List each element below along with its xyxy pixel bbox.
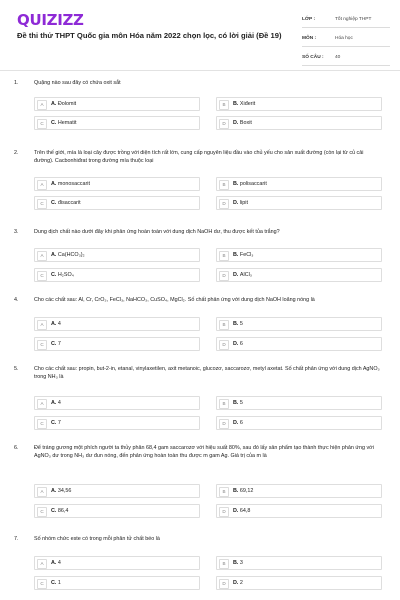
question-number: 5.: [14, 366, 19, 372]
option-letter: D: [219, 340, 229, 350]
option-text: C. Hematit: [51, 120, 77, 126]
option-letter: A: [37, 251, 47, 261]
option-letter: C: [37, 271, 47, 281]
question-text: Trên thế giới, mía là loại cây được trồng với diện tích rất lớn, cung cấp nguyên liệu đầu vào chủ yếu cho sản xuất đường (còn lại từ củ cải đường). Cacbonhiđrat trong đường mía thuộc loại: [34, 150, 364, 164]
option-a[interactable]: [34, 248, 200, 262]
question-number: 7.: [14, 536, 19, 542]
option-d[interactable]: [216, 268, 382, 282]
option-letter: D: [219, 579, 229, 589]
option-letter: A: [37, 399, 47, 409]
option-d[interactable]: [216, 416, 382, 430]
option-text: B. 5: [233, 400, 243, 406]
option-letter: D: [219, 119, 229, 129]
option-b[interactable]: [216, 484, 382, 498]
option-letter: A: [37, 320, 47, 330]
option-d[interactable]: [216, 576, 382, 590]
option-c[interactable]: [34, 504, 200, 518]
option-letter: B: [219, 251, 229, 261]
question-text: Để tráng gương một phích người ta thủy phân 68,4 gam saccarozơ với hiệu suất 80%, sau đó lấy sản phẩm tạo thành thực hiện phản ứng với AgNO₃ dư trong NH₃ dư đun nóng, đến phản ứng hoàn toàn thu được m gam Ag. Giá trị của m là: [34, 445, 374, 459]
option-a[interactable]: [34, 97, 200, 111]
option-letter: D: [219, 507, 229, 517]
option-text: B. polisaccarit: [233, 181, 267, 187]
option-letter: B: [219, 399, 229, 409]
option-text: D. 6: [233, 420, 243, 426]
worksheet-header: [0, 0, 400, 71]
question-number: 3.: [14, 229, 19, 235]
meta-row-class: [302, 12, 390, 28]
option-letter: A: [37, 180, 47, 190]
option-d[interactable]: [216, 196, 382, 210]
option-letter: B: [219, 100, 229, 110]
option-text: D. lipit: [233, 200, 248, 206]
question-number: 4.: [14, 297, 19, 303]
option-text: D. 64,8: [233, 508, 251, 514]
option-b[interactable]: [216, 97, 382, 111]
option-d[interactable]: [216, 116, 382, 130]
option-text: D. AlCl₃: [233, 272, 252, 278]
option-b[interactable]: [216, 317, 382, 331]
question-text: Cho các chất sau: propin, but-2-in, etanal, vinylaxetilen, axit metanoic, glucozơ, saccarozơ, metyl axetat. Số chất phản ứng với dung dịch AgNO₃ trong NH₃ là: [34, 366, 380, 380]
option-letter: D: [219, 271, 229, 281]
option-letter: D: [219, 199, 229, 209]
question-text: Dung dịch chất nào dưới đây khi phản ứng hoàn toàn với dung dịch NaOH dư, thu được kết tủa trắng?: [34, 229, 280, 235]
option-text: A. Ca(HCO₃)₂: [51, 252, 85, 258]
option-text: B. 3: [233, 560, 243, 566]
option-b[interactable]: [216, 248, 382, 262]
option-text: D. 6: [233, 341, 243, 347]
option-text: B. FeCl₃: [233, 252, 254, 258]
option-a[interactable]: [34, 396, 200, 410]
option-text: A. 4: [51, 321, 61, 327]
question-text: Cho các chất sau: Al, Cr, CrO₃, FeCl₃, NaHCO₃, CuSO₄, MgCl₂. Số chất phản ứng với dung dịch NaOH loãng nóng là: [34, 297, 315, 303]
option-text: A. monosaccarit: [51, 181, 90, 187]
option-c[interactable]: [34, 576, 200, 590]
option-c[interactable]: [34, 268, 200, 282]
option-c[interactable]: [34, 116, 200, 130]
question-text: Quặng nào sau đây có chứa oxit sắt: [34, 80, 121, 86]
meta-row-subject: [302, 31, 390, 47]
option-d[interactable]: [216, 504, 382, 518]
option-letter: C: [37, 579, 47, 589]
worksheet-title: Đề thi thử THPT Quốc gia môn Hóa năm 2022 chọn lọc, có lời giải (Đề 19): [17, 31, 282, 40]
question-text: Số nhóm chức este có trong mỗi phân tử chất béo là: [34, 536, 160, 542]
option-letter: A: [37, 559, 47, 569]
option-d[interactable]: [216, 337, 382, 351]
option-letter: A: [37, 100, 47, 110]
meta-value: Hóa học: [335, 36, 353, 41]
option-letter: A: [37, 487, 47, 497]
option-a[interactable]: [34, 177, 200, 191]
option-text: A. 4: [51, 560, 61, 566]
option-letter: D: [219, 419, 229, 429]
option-letter: B: [219, 180, 229, 190]
option-letter: B: [219, 559, 229, 569]
option-a[interactable]: [34, 484, 200, 498]
option-letter: C: [37, 340, 47, 350]
meta-value: 40: [335, 55, 341, 60]
option-text: C. 7: [51, 341, 61, 347]
option-letter: C: [37, 199, 47, 209]
option-a[interactable]: [34, 317, 200, 331]
option-text: C. 1: [51, 580, 61, 586]
option-text: C. 7: [51, 420, 61, 426]
option-b[interactable]: [216, 177, 382, 191]
question-number: 2.: [14, 150, 19, 156]
meta-panel: [302, 12, 390, 69]
option-c[interactable]: [34, 196, 200, 210]
option-text: B. 69,12: [233, 488, 254, 494]
option-letter: B: [219, 487, 229, 497]
option-letter: C: [37, 119, 47, 129]
option-text: A. Đolomit: [51, 101, 77, 107]
question-number: 6.: [14, 445, 19, 451]
option-text: C. 86,4: [51, 508, 69, 514]
option-a[interactable]: [34, 556, 200, 570]
option-text: D. 2: [233, 580, 243, 586]
option-letter: C: [37, 507, 47, 517]
option-text: B. Xiđerit: [233, 101, 256, 107]
meta-label: MÔN :: [302, 36, 317, 41]
meta-value: Tốt nghiệp THPT: [335, 17, 372, 22]
option-letter: B: [219, 320, 229, 330]
option-text: A. 34,56: [51, 488, 72, 494]
option-text: B. 5: [233, 321, 243, 327]
question-number: 1.: [14, 80, 19, 86]
option-b[interactable]: [216, 556, 382, 570]
meta-label: LỚP :: [302, 17, 316, 22]
option-b[interactable]: [216, 396, 382, 410]
option-letter: C: [37, 419, 47, 429]
option-text: A. 4: [51, 400, 61, 406]
option-text: D. Boxit: [233, 120, 252, 126]
meta-label: SỐ CÂU :: [302, 55, 324, 60]
option-c[interactable]: [34, 337, 200, 351]
option-c[interactable]: [34, 416, 200, 430]
meta-row-count: [302, 50, 390, 66]
brand-logo: QUIZIZZ: [17, 11, 84, 29]
option-text: C. đisaccarit: [51, 200, 81, 206]
option-text: C. H₂SO₄: [51, 272, 74, 278]
